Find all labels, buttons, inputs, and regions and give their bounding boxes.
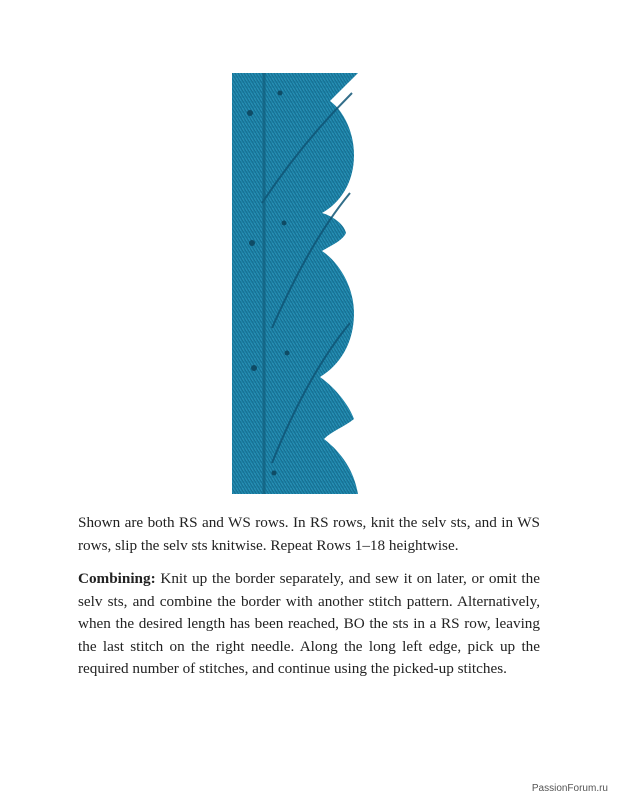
combining-label: Combining: xyxy=(78,570,156,587)
fabric-body xyxy=(232,73,358,494)
paragraph-combining xyxy=(78,568,540,681)
knitted-border-photo xyxy=(232,73,358,494)
paragraph-rows: Shown are both RS and WS rows. In RS rows, knit the selv sts, and in WS rows, slip the selv sts knitwise. Repeat Rows 1–18 heightwise. xyxy=(78,514,540,554)
knitted-border-image xyxy=(232,73,358,494)
combining-text: Knit up the border separately, and sew it on later, or omit the selv sts, and combine the border with another stitch pattern. Alternatively, when the desired length has been reached, BO the sts in a RS row, leaving the last stitch on the right needle. Along the long left edge, pick up the required number of stitches, and continue using the picked-up stitches. xyxy=(78,570,540,677)
watermark: PassionForum.ru xyxy=(531,783,608,794)
body-text xyxy=(78,512,540,692)
